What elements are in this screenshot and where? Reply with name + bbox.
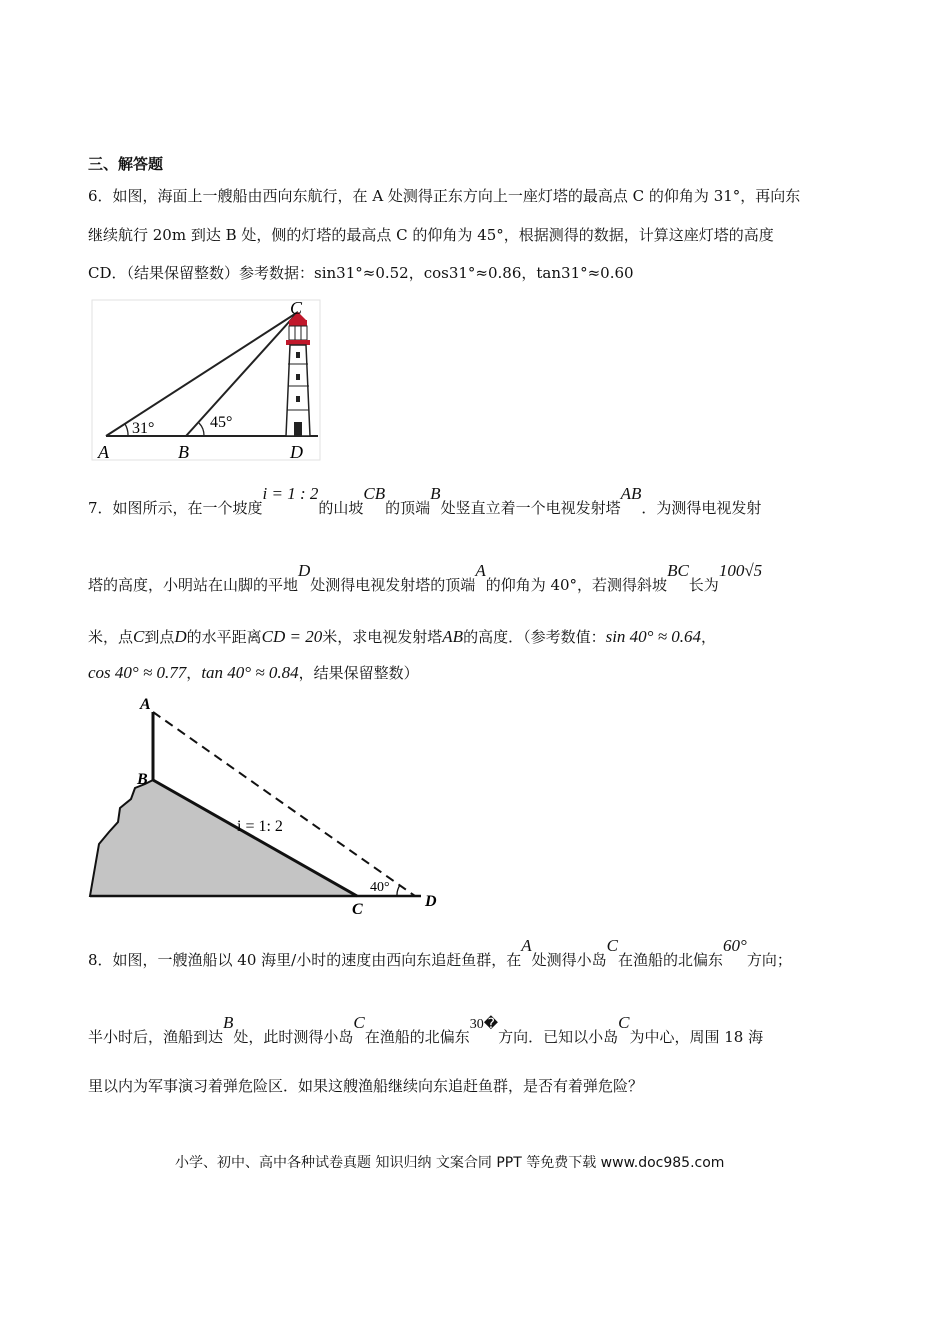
angle-arc-d xyxy=(397,885,400,896)
q8-line-3: 里以内为军事演习着弹危险区．如果这艘渔船继续向东追赶鱼群，是否有着弹危险？ xyxy=(88,1077,644,1095)
q7-line-1: 7．如图所示，在一个坡度i = 1 : 2的山坡CB的顶端B处竖直立着一个电视发射塔AB．为测得电视发射 xyxy=(88,484,762,517)
hill xyxy=(90,780,357,896)
q7-line-2: 塔的高度，小明站在山脚的平地D处测得电视发射塔的顶端A的仰角为 40°，若测得斜坡BC长为100√5 xyxy=(88,561,763,594)
q7-tower-figure xyxy=(85,694,445,924)
q6-line-1: 6．如图，海面上一艘船由西向东航行，在 A 处测得正东方向上一座灯塔的最高点 C 的仰角为 31°，再向东 xyxy=(88,187,801,205)
angle-label-45: 45° xyxy=(210,414,233,431)
point-label-a: A xyxy=(98,442,109,462)
q7-line-4: cos 40° ≈ 0.77，tan 40° ≈ 0.84，结果保留整数） xyxy=(88,663,419,682)
section-title: 三、解答题 xyxy=(88,155,164,173)
point-label-d: D xyxy=(425,893,437,910)
lighthouse xyxy=(286,312,310,436)
slope-label: i = 1: 2 xyxy=(237,818,283,835)
q6-lighthouse-figure xyxy=(88,296,324,466)
q6-line-3: CD．（结果保留整数）参考数据：sin31°≈0.52，cos31°≈0.86，tan31°≈0.60 xyxy=(88,264,634,282)
point-label-b: B xyxy=(137,771,148,788)
q8-line-1: 8．如图，一艘渔船以 40 海里/小时的速度由西向东追赶鱼群，在A处测得小岛C在渔船的北偏东60°方向； xyxy=(88,936,792,969)
angle-arc-b xyxy=(199,423,204,436)
q8-line-2: 半小时后，渔船到达B处，此时测得小岛C在渔船的北偏东30�方向．已知以小岛C为中心，周围 18 海 xyxy=(88,1013,764,1046)
q6-line-2: 继续航行 20m 到达 B 处，侧的灯塔的最高点 C 的仰角为 45°，根据测得的数据，计算这座灯塔的高度 xyxy=(88,226,774,244)
point-label-c: C xyxy=(290,298,303,318)
q7-line-3: 米，点C到点D的水平距离CD = 20米，求电视发射塔AB的高度．（参考数值：sin 40° ≈ 0.64， xyxy=(88,627,717,646)
point-label-d: D xyxy=(290,442,303,462)
angle-label-31: 31° xyxy=(132,420,155,437)
math-slope: i = 1 : 2 xyxy=(262,484,319,503)
point-label-a: A xyxy=(140,696,151,713)
page-footer: 小学、初中、高中各种试卷真题 知识归纳 文案合同 PPT 等免费下载 www.doc985.com xyxy=(175,1155,725,1171)
angle-arc-a xyxy=(125,424,128,436)
point-label-c: C xyxy=(352,901,363,918)
point-label-b: B xyxy=(178,442,189,462)
angle-label-40: 40° xyxy=(370,880,390,895)
math-length: 100√5 xyxy=(718,561,763,580)
